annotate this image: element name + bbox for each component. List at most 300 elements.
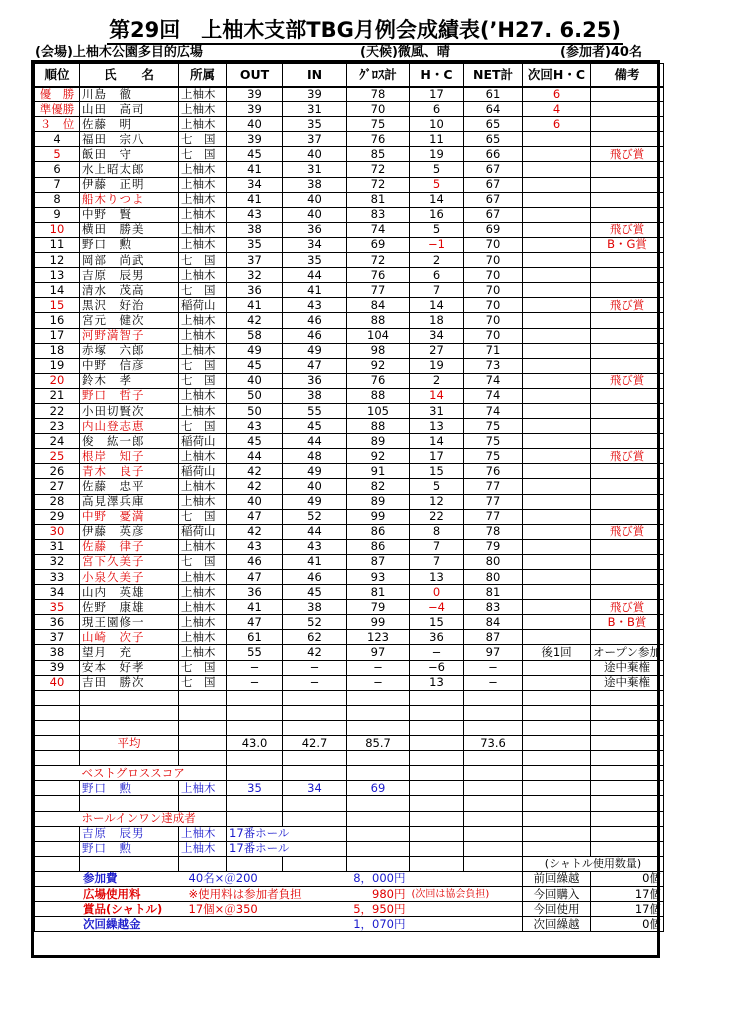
blank-cell: [523, 751, 591, 766]
out-cell: 40: [227, 494, 283, 509]
blank-cell: [410, 690, 464, 705]
in-cell: 41: [283, 554, 347, 569]
out-cell: 47: [227, 615, 283, 630]
net-cell: 84: [464, 615, 523, 630]
gross-cell: 91: [347, 464, 410, 479]
hole-in-one-club: 上柚木: [179, 841, 227, 856]
blank-cell: [35, 781, 80, 796]
out-cell: 44: [227, 449, 283, 464]
net-cell: 83: [464, 600, 523, 615]
result-row: [35, 358, 664, 373]
blank-cell: [179, 720, 227, 735]
blank-cell: [523, 720, 591, 735]
result-row: [35, 388, 664, 403]
finance-label-cell: [35, 886, 179, 901]
in-cell: 40: [283, 192, 347, 207]
rank-cell: 優 勝: [35, 87, 80, 102]
net-cell: 70: [464, 237, 523, 252]
hc-cell: −6: [410, 660, 464, 675]
in-cell: 38: [283, 600, 347, 615]
hole-in-one-hole: 17番ホール: [227, 826, 347, 841]
next-hc-cell: [523, 403, 591, 418]
hole-in-one-hole: 17番ホール: [227, 841, 347, 856]
out-cell: −: [227, 675, 283, 690]
result-row: [35, 419, 664, 434]
blank-cell: [227, 720, 283, 735]
note-cell: 途中棄権: [591, 660, 664, 675]
result-row: [35, 147, 664, 162]
blank-cell: [35, 705, 80, 720]
note-cell: B・B賞: [591, 615, 664, 630]
gross-cell: 123: [347, 630, 410, 645]
blank-cell: [179, 690, 227, 705]
blank-cell: [347, 826, 410, 841]
next-hc-cell: [523, 585, 591, 600]
net-cell: 76: [464, 464, 523, 479]
best-gross-out: 35: [227, 781, 283, 796]
name-cell: 河野満智子: [80, 328, 179, 343]
blank-cell: [464, 705, 523, 720]
in-cell: 44: [283, 434, 347, 449]
finance-label-cell: [35, 902, 179, 917]
next-hc-cell: [523, 434, 591, 449]
rank-cell: 23: [35, 419, 80, 434]
club-cell: 稲荷山: [179, 464, 227, 479]
average-net: 73.6: [464, 736, 523, 751]
name-cell: 小田切賢次: [80, 403, 179, 418]
net-cell: 78: [464, 524, 523, 539]
gross-cell: 85: [347, 147, 410, 162]
name-cell: 佐野 康雄: [80, 600, 179, 615]
club-cell: 七 国: [179, 283, 227, 298]
in-cell: −: [283, 660, 347, 675]
next-hc-cell: [523, 479, 591, 494]
gross-cell: 72: [347, 253, 410, 268]
blank-cell: [35, 826, 80, 841]
club-cell: 上柚木: [179, 343, 227, 358]
net-cell: 70: [464, 313, 523, 328]
gross-cell: 76: [347, 132, 410, 147]
next-hc-cell: [523, 524, 591, 539]
club-cell: 上柚木: [179, 570, 227, 585]
out-cell: 37: [227, 253, 283, 268]
net-cell: 70: [464, 268, 523, 283]
note-cell: [591, 358, 664, 373]
note-cell: [591, 192, 664, 207]
result-row: [35, 313, 664, 328]
note-cell: [591, 585, 664, 600]
best-gross-club: 上柚木: [179, 781, 227, 796]
note-cell: B・G賞: [591, 237, 664, 252]
rank-cell: 39: [35, 660, 80, 675]
result-row: [35, 509, 664, 524]
result-row: [35, 237, 664, 252]
header-row: [35, 64, 664, 87]
blank-cell: [591, 690, 664, 705]
hc-cell: 7: [410, 554, 464, 569]
blank-cell: [179, 796, 227, 811]
blank-cell: [523, 811, 591, 826]
blank-row: [35, 796, 664, 811]
hc-cell: 7: [410, 539, 464, 554]
blank-cell: [591, 766, 664, 781]
blank-cell: [179, 736, 227, 751]
rank-cell: 29: [35, 509, 80, 524]
in-cell: 38: [283, 388, 347, 403]
blank-cell: [227, 856, 283, 871]
next-hc-cell: [523, 539, 591, 554]
blank-cell: [80, 720, 179, 735]
result-row: [35, 162, 664, 177]
note-cell: [591, 268, 664, 283]
rank-cell: 40: [35, 675, 80, 690]
out-cell: 43: [227, 539, 283, 554]
hc-cell: 5: [410, 177, 464, 192]
net-cell: 67: [464, 192, 523, 207]
finance-detail: [179, 917, 347, 932]
gross-cell: 70: [347, 102, 410, 117]
in-cell: 46: [283, 313, 347, 328]
name-cell: 飯田 守: [80, 147, 179, 162]
rank-cell: 34: [35, 585, 80, 600]
in-cell: 42: [283, 645, 347, 660]
title-text: 第29回 上柚木支部TBG月例会成績表(’H27. 6.25): [107, 18, 623, 45]
finance-amount: 980円: [347, 886, 410, 901]
name-cell: 山内 英雄: [80, 585, 179, 600]
result-row: [35, 373, 664, 388]
net-cell: 74: [464, 373, 523, 388]
name-cell: 鈴木 孝: [80, 373, 179, 388]
result-row: [35, 87, 664, 102]
next-hc-cell: [523, 675, 591, 690]
blank-cell: [410, 751, 464, 766]
gross-cell: 69: [347, 237, 410, 252]
next-hc-cell: [523, 253, 591, 268]
blank-cell: [410, 781, 464, 796]
result-row: [35, 283, 664, 298]
next-hc-cell: [523, 177, 591, 192]
net-cell: 77: [464, 494, 523, 509]
blank-cell: [283, 690, 347, 705]
blank-row: [35, 705, 664, 720]
blank-cell: [227, 811, 283, 826]
gross-cell: 89: [347, 434, 410, 449]
out-cell: 58: [227, 328, 283, 343]
shuttle-value: 0個: [591, 917, 664, 932]
gross-cell: 76: [347, 373, 410, 388]
rank-cell: 12: [35, 253, 80, 268]
in-cell: 62: [283, 630, 347, 645]
in-cell: 48: [283, 449, 347, 464]
net-cell: 61: [464, 87, 523, 102]
result-row: [35, 328, 664, 343]
note-cell: [591, 253, 664, 268]
net-cell: 74: [464, 388, 523, 403]
results-table: [34, 63, 664, 932]
club-cell: 上柚木: [179, 449, 227, 464]
blank-cell: [591, 781, 664, 796]
average-row: [35, 736, 664, 751]
out-cell: 42: [227, 524, 283, 539]
club-cell: 上柚木: [179, 268, 227, 283]
hc-cell: 22: [410, 509, 464, 524]
blank-cell: [523, 841, 591, 856]
best-gross-in: 34: [283, 781, 347, 796]
rank-cell: 36: [35, 615, 80, 630]
out-cell: 36: [227, 283, 283, 298]
name-cell: 内山登志恵: [80, 419, 179, 434]
club-cell: 上柚木: [179, 479, 227, 494]
finance-label: 賞品(シャトル): [83, 901, 163, 916]
out-cell: 55: [227, 645, 283, 660]
club-cell: 上柚木: [179, 162, 227, 177]
next-hc-cell: [523, 192, 591, 207]
note-cell: オープン参加: [591, 645, 664, 660]
blank-cell: [464, 796, 523, 811]
blank-cell: [179, 705, 227, 720]
rank-cell: 26: [35, 464, 80, 479]
result-row: [35, 630, 664, 645]
club-cell: 上柚木: [179, 177, 227, 192]
net-cell: 67: [464, 177, 523, 192]
results-body: [35, 87, 664, 932]
best-gross-name: 野口 勲: [80, 781, 179, 796]
blank-cell: [523, 826, 591, 841]
result-row: [35, 222, 664, 237]
next-hc-cell: [523, 630, 591, 645]
name-cell: 宮元 健次: [80, 313, 179, 328]
in-cell: 40: [283, 479, 347, 494]
note-cell: [591, 630, 664, 645]
out-cell: 32: [227, 268, 283, 283]
gross-cell: 78: [347, 87, 410, 102]
in-cell: 49: [283, 494, 347, 509]
in-cell: 38: [283, 177, 347, 192]
gross-cell: 86: [347, 539, 410, 554]
net-cell: −: [464, 660, 523, 675]
next-hc-cell: [523, 449, 591, 464]
blank-cell: [523, 781, 591, 796]
hc-cell: 13: [410, 570, 464, 585]
club-cell: 七 国: [179, 147, 227, 162]
finance-row: [35, 886, 664, 901]
blank-cell: [464, 856, 523, 871]
hc-cell: 2: [410, 253, 464, 268]
next-hc-cell: 後1回: [523, 645, 591, 660]
club-cell: 上柚木: [179, 207, 227, 222]
result-row: [35, 268, 664, 283]
blank-cell: [523, 736, 591, 751]
hc-cell: 17: [410, 87, 464, 102]
club-cell: 七 国: [179, 373, 227, 388]
in-cell: 43: [283, 298, 347, 313]
note-cell: [591, 132, 664, 147]
blank-cell: [35, 736, 80, 751]
shuttle-title: (シャトル使用数量): [523, 856, 664, 871]
in-cell: 36: [283, 373, 347, 388]
out-cell: 50: [227, 388, 283, 403]
blank-cell: [283, 811, 347, 826]
club-cell: 上柚木: [179, 600, 227, 615]
out-cell: 35: [227, 237, 283, 252]
blank-cell: [591, 720, 664, 735]
rank-cell: 32: [35, 554, 80, 569]
column-header: 次回H・C: [523, 64, 591, 87]
rank-cell: 25: [35, 449, 80, 464]
rank-cell: 10: [35, 222, 80, 237]
hc-cell: 13: [410, 419, 464, 434]
note-cell: [591, 539, 664, 554]
out-cell: 41: [227, 192, 283, 207]
out-cell: 47: [227, 570, 283, 585]
best-gross-label: ベストグロススコア: [80, 766, 227, 781]
name-cell: 佐藤 忠平: [80, 479, 179, 494]
blank-cell: [35, 766, 80, 781]
next-hc-cell: [523, 268, 591, 283]
in-cell: 47: [283, 358, 347, 373]
rank-cell: 22: [35, 403, 80, 418]
club-cell: 上柚木: [179, 313, 227, 328]
result-row: [35, 645, 664, 660]
blank-cell: [464, 841, 523, 856]
gross-cell: 87: [347, 554, 410, 569]
in-cell: 49: [283, 343, 347, 358]
net-cell: 64: [464, 102, 523, 117]
net-cell: 80: [464, 570, 523, 585]
hc-cell: 5: [410, 162, 464, 177]
next-hc-cell: [523, 660, 591, 675]
name-cell: 小泉久美子: [80, 570, 179, 585]
rank-cell: 5: [35, 147, 80, 162]
rank-cell: 27: [35, 479, 80, 494]
note-cell: [591, 494, 664, 509]
in-cell: 52: [283, 509, 347, 524]
result-row: [35, 479, 664, 494]
finance-row: [35, 902, 664, 917]
blank-cell: [179, 751, 227, 766]
rank-cell: 33: [35, 570, 80, 585]
blank-row: [35, 690, 664, 705]
rank-cell: 19: [35, 358, 80, 373]
next-hc-cell: [523, 283, 591, 298]
gross-cell: −: [347, 675, 410, 690]
blank-cell: [283, 720, 347, 735]
rank-cell: 31: [35, 539, 80, 554]
note-cell: [591, 87, 664, 102]
shuttle-value: 0個: [591, 871, 664, 886]
out-cell: 42: [227, 479, 283, 494]
hc-cell: 14: [410, 298, 464, 313]
blank-cell: [464, 751, 523, 766]
participants-label: (参加者)40名: [560, 45, 642, 60]
name-cell: 根岸 知子: [80, 449, 179, 464]
hc-cell: 27: [410, 343, 464, 358]
net-cell: 77: [464, 479, 523, 494]
blank-cell: [591, 826, 664, 841]
hc-cell: 10: [410, 117, 464, 132]
name-cell: 吉田 勝次: [80, 675, 179, 690]
in-cell: 36: [283, 222, 347, 237]
net-cell: 65: [464, 132, 523, 147]
rank-cell: 38: [35, 645, 80, 660]
finance-row: [35, 871, 664, 886]
name-cell: 野口 哲子: [80, 388, 179, 403]
hc-cell: 13: [410, 675, 464, 690]
blank-cell: [591, 736, 664, 751]
rank-cell: 9: [35, 207, 80, 222]
next-hc-cell: [523, 554, 591, 569]
result-row: [35, 585, 664, 600]
blank-cell: [523, 796, 591, 811]
in-cell: 49: [283, 464, 347, 479]
out-cell: 45: [227, 147, 283, 162]
gross-cell: 88: [347, 313, 410, 328]
blank-cell: [464, 766, 523, 781]
gross-cell: 86: [347, 524, 410, 539]
blank-cell: [283, 796, 347, 811]
gross-cell: 93: [347, 570, 410, 585]
blank-cell: [227, 796, 283, 811]
blank-cell: [80, 796, 179, 811]
gross-cell: 81: [347, 585, 410, 600]
column-header: NET計: [464, 64, 523, 87]
blank-cell: [591, 751, 664, 766]
blank-cell: [410, 841, 464, 856]
note-cell: 飛び賞: [591, 524, 664, 539]
hole-in-one-name: 吉原 辰男: [80, 826, 179, 841]
result-row: [35, 449, 664, 464]
note-cell: 途中棄権: [591, 675, 664, 690]
note-cell: [591, 464, 664, 479]
in-cell: 43: [283, 539, 347, 554]
hc-cell: −: [410, 645, 464, 660]
gross-cell: 104: [347, 328, 410, 343]
blank-cell: [410, 856, 464, 871]
gross-cell: −: [347, 660, 410, 675]
blank-cell: [410, 766, 464, 781]
net-cell: 79: [464, 539, 523, 554]
net-cell: 70: [464, 298, 523, 313]
rank-cell: 8: [35, 192, 80, 207]
blank-cell: [35, 796, 80, 811]
hc-cell: −4: [410, 600, 464, 615]
name-cell: 高見澤兵庫: [80, 494, 179, 509]
club-cell: 七 国: [179, 509, 227, 524]
hc-cell: 6: [410, 268, 464, 283]
blank-cell: [283, 751, 347, 766]
gross-cell: 77: [347, 283, 410, 298]
blank-cell: [347, 841, 410, 856]
note-cell: 飛び賞: [591, 298, 664, 313]
out-cell: 43: [227, 207, 283, 222]
blank-cell: [35, 690, 80, 705]
net-cell: 71: [464, 343, 523, 358]
shuttle-label: 今回購入: [523, 886, 591, 901]
shuttle-value: 17個: [591, 886, 664, 901]
gross-cell: 92: [347, 449, 410, 464]
blank-cell: [410, 811, 464, 826]
in-cell: 52: [283, 615, 347, 630]
next-hc-cell: [523, 328, 591, 343]
note-cell: [591, 177, 664, 192]
column-header: 所属: [179, 64, 227, 87]
finance-label: 次回繰越金: [83, 916, 141, 931]
club-cell: 上柚木: [179, 117, 227, 132]
name-cell: 青木 良子: [80, 464, 179, 479]
out-cell: 47: [227, 509, 283, 524]
next-hc-cell: [523, 600, 591, 615]
gross-cell: 98: [347, 343, 410, 358]
